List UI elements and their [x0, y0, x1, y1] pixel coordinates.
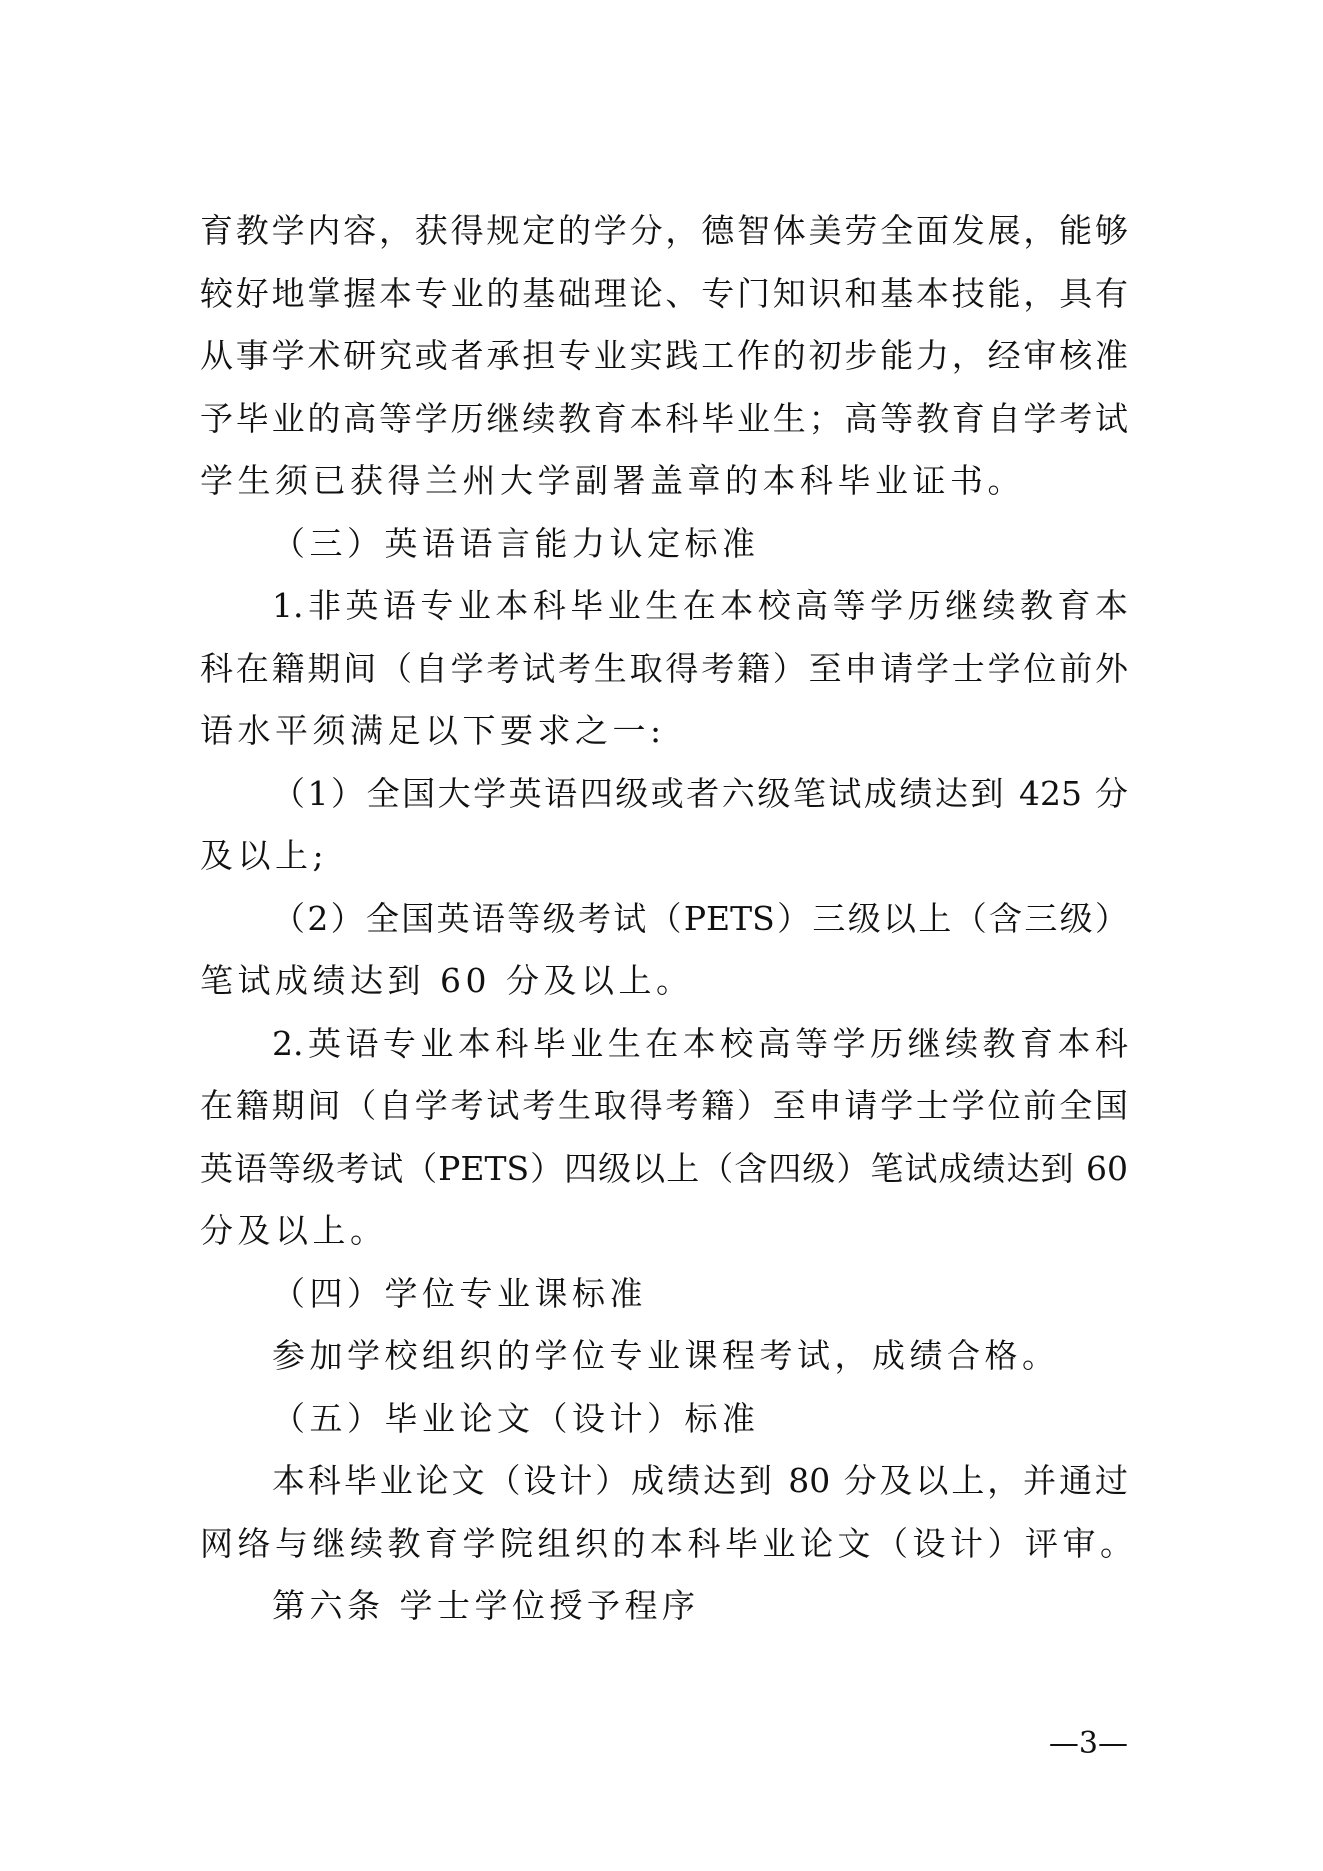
text-line: 分及以上。 — [200, 1211, 388, 1250]
page-number: —3— — [1048, 1726, 1128, 1761]
text-line: 予毕业的高等学历继续教育本科毕业生；高等教育自学考试 — [200, 398, 1128, 438]
text-line: 语水平须满足以下要求之一: — [200, 711, 666, 750]
text-line: 1.非英语专业本科毕业生在本校高等学历继续教育本 — [272, 586, 1128, 625]
text-line: 科在籍期间（自学考试考生取得考籍）至申请学士学位前外 — [200, 648, 1128, 688]
text-line: （四）学位专业课标准 — [272, 1273, 647, 1313]
text-line: （三）英语语言能力认定标准 — [272, 523, 760, 563]
text-line: 学生须已获得兰州大学副署盖章的本科毕业证书。 — [200, 461, 1025, 500]
text-line: （2）全国英语等级考试（PETS）三级以上（含三级） — [272, 898, 1128, 938]
text-line: 2.英语专业本科毕业生在本校高等学历继续教育本科 — [272, 1023, 1128, 1063]
text-line: 较好地掌握本专业的基础理论、专门知识和基本技能，具有 — [200, 273, 1128, 313]
text-line: （五）毕业论文（设计）标准 — [272, 1398, 760, 1438]
text-line: 及以上; — [200, 836, 329, 875]
text-line: 在籍期间（自学考试考生取得考籍）至申请学士学位前全国 — [200, 1086, 1128, 1125]
text-line: 笔试成绩达到 60 分及以上。 — [200, 961, 694, 1000]
text-line: 第六条 学士学位授予程序 — [272, 1586, 700, 1625]
text-line: 从事学术研究或者承担专业实践工作的初步能力，经审核准 — [200, 336, 1128, 375]
document-body — [200, 200, 1138, 1638]
text-line: （1）全国大学英语四级或者六级笔试成绩达到 425 分 — [272, 773, 1128, 813]
text-line: 本科毕业论文（设计）成绩达到 80 分及以上，并通过 — [272, 1461, 1128, 1500]
text-line: 英语等级考试（PETS）四级以上（含四级）笔试成绩达到 60 — [200, 1148, 1128, 1188]
text-line: 参加学校组织的学位专业课程考试，成绩合格。 — [272, 1336, 1060, 1375]
text-line: 网络与继续教育学院组织的本科毕业论文（设计）评审。 — [200, 1523, 1138, 1563]
text-line: 育教学内容，获得规定的学分，德智体美劳全面发展，能够 — [200, 211, 1128, 250]
